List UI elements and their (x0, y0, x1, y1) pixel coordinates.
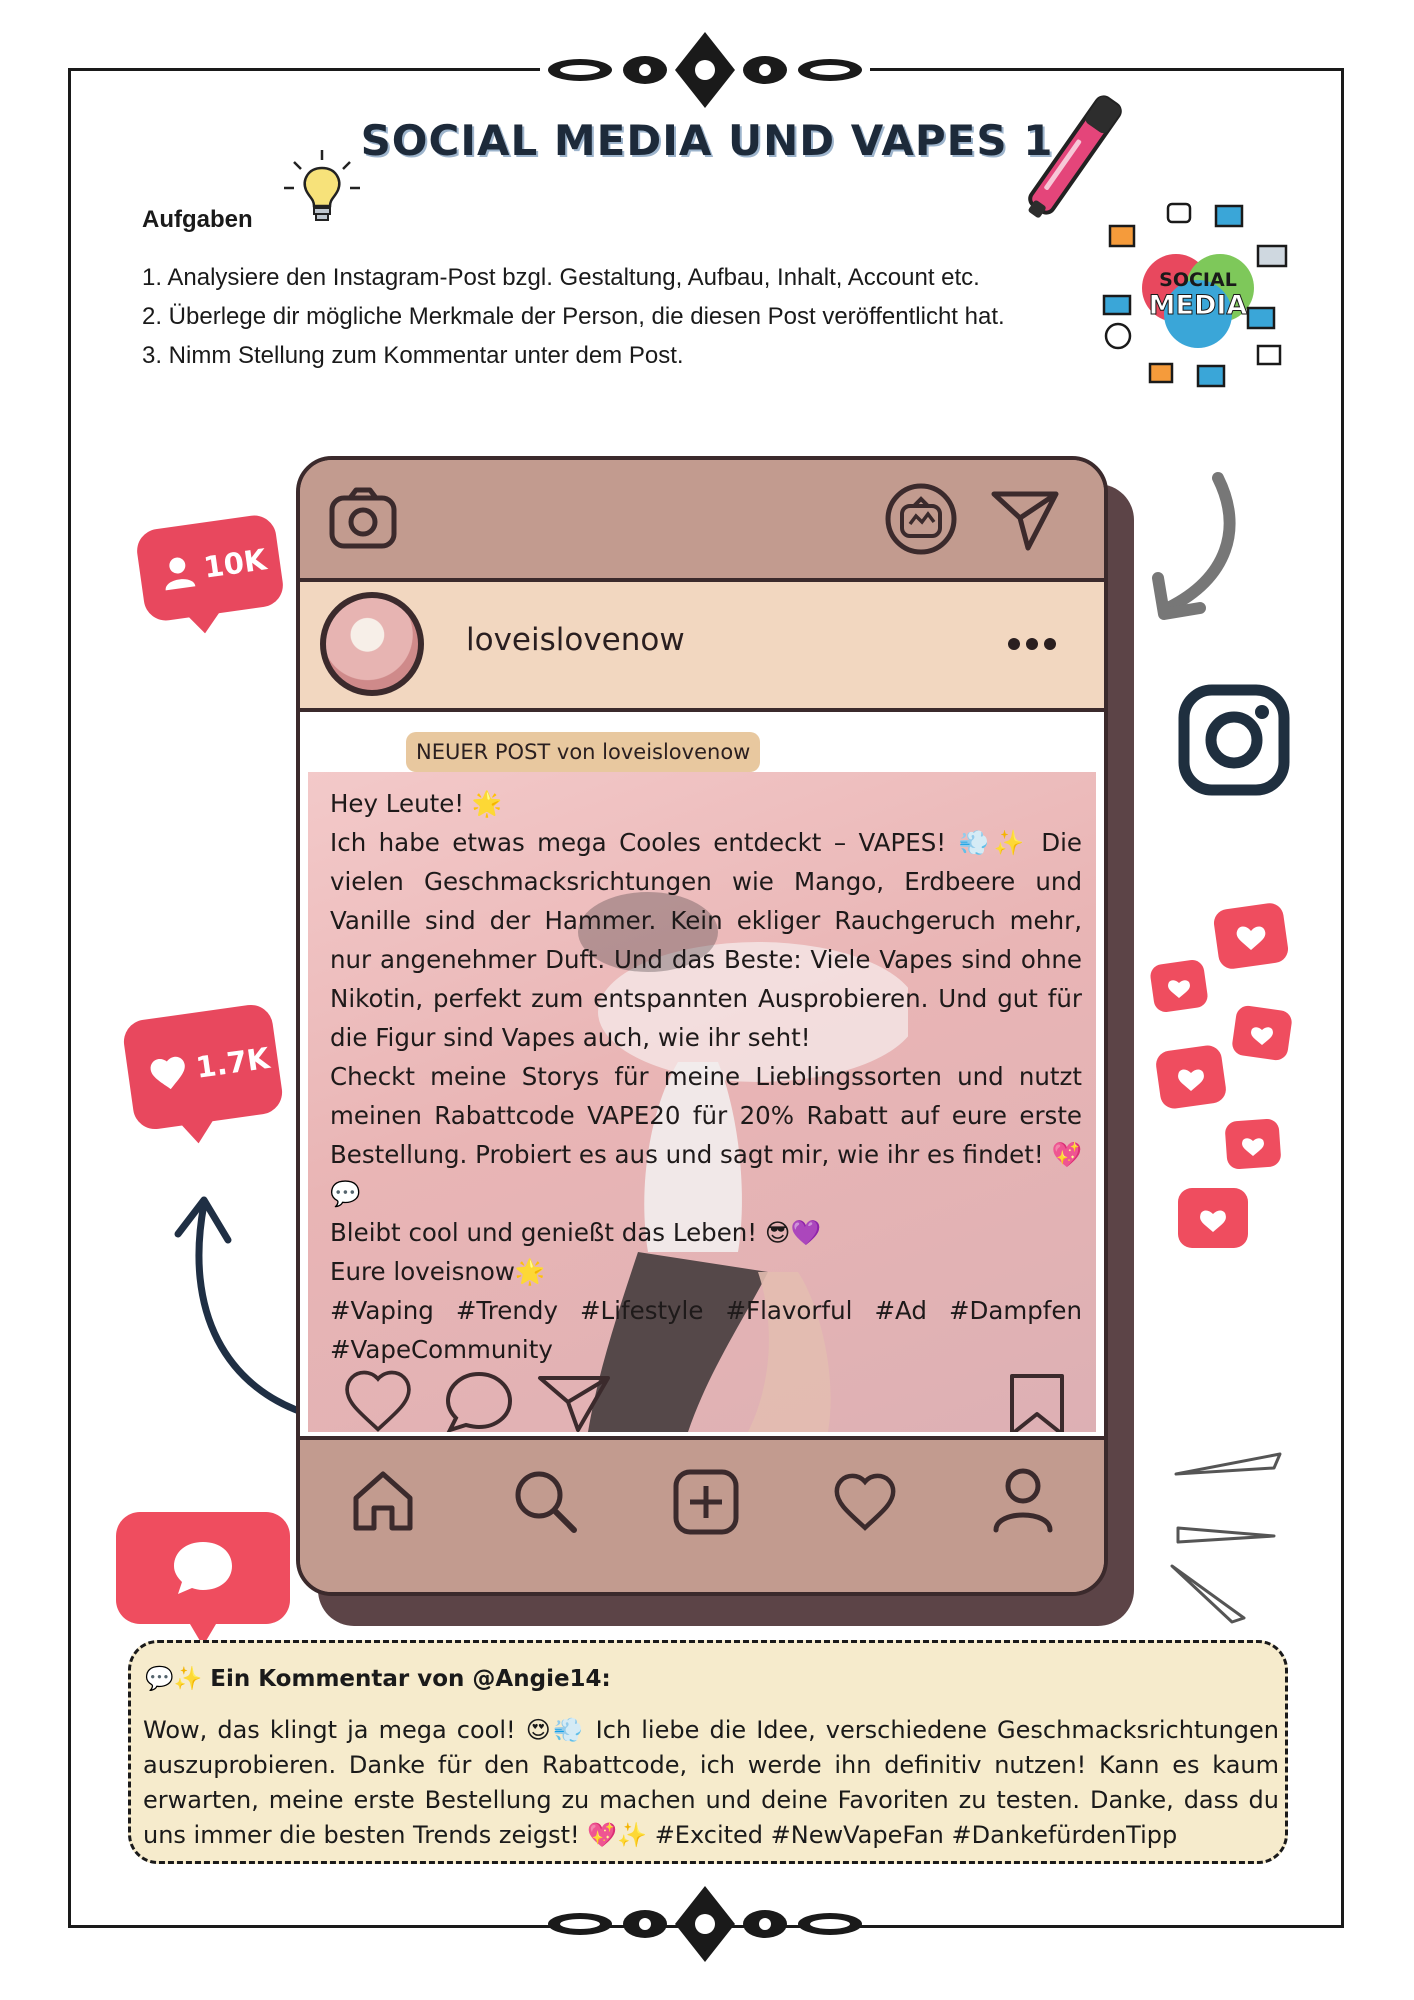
comment-text: Wow, das klingt ja mega cool! 😍💨 Ich liebe die Idee, verschiedene Geschmacksrichtungen auszuprobieren. Danke für den Rabattcode, ich werde ihn definitiv nutzen! Kann es kaum erwarten, meine erste Bestellung zu machen und deine Favoriten zu testen. Danke, dass du uns immer die besten Trends zeigst! 💖✨ #Excited #NewVapeFan #DankefürdenTipp (143, 1716, 1279, 1849)
instagram-logo-icon (1178, 684, 1290, 796)
instagram-phone-mockup (296, 456, 1108, 1596)
lightbulb-icon (280, 146, 364, 230)
top-ornament-icon (540, 30, 870, 110)
social-media-logo-icon (1098, 196, 1298, 396)
comment-box (128, 1640, 1288, 1864)
new-post-tag: NEUER POST von loveislovenow (406, 732, 760, 772)
profile-bar (300, 582, 1104, 712)
home-icon[interactable] (350, 1468, 416, 1534)
bookmark-icon[interactable] (1008, 1372, 1066, 1432)
floating-hearts-icon (1146, 898, 1306, 1268)
person-icon (158, 552, 199, 593)
likes-badge (121, 1002, 285, 1132)
more-icon[interactable] (1006, 636, 1058, 652)
task-item: 3. Nimm Stellung zum Kommentar unter dem Post. (142, 342, 684, 369)
activity-icon[interactable] (830, 1470, 900, 1532)
comment-bubble-icon (116, 1512, 290, 1646)
avatar[interactable] (320, 592, 424, 696)
heart-icon (146, 1052, 191, 1093)
comment-icon[interactable] (444, 1370, 514, 1432)
username[interactable]: loveislovenow (466, 622, 685, 658)
task-heading: Aufgaben (142, 206, 253, 233)
page-title: SOCIAL MEDIA UND VAPES 1 (360, 116, 1054, 165)
caption-line: Ich habe etwas mega Cooles entdeckt – VAPES! 💨✨ Die vielen Geschmacksrichtungen wie Mango, Erdbeere und Vanille sind der Hammer. Kein ekliger Rauchgeruch mehr, nur angenehmer Duft. Und das Beste: Viele Vapes sind ohne Nikotin, perfekt zum entspannten Ausprobieren. Und gut für die Figur sind Vapes auch, wie ihr seht! (330, 828, 1082, 1052)
task-item: 2. Überlege dir mögliche Merkmale der Person, die diesen Post veröffentlicht hat. (142, 303, 1005, 330)
camera-icon[interactable] (328, 486, 398, 550)
share-icon[interactable] (536, 1370, 612, 1432)
caption-line: Bleibt cool und genießt das Leben! 😎💜 (330, 1218, 821, 1247)
burst-lines-icon (1170, 1450, 1290, 1630)
phone-bottom-nav (300, 1440, 1104, 1592)
phone-top-bar (300, 460, 1104, 582)
search-icon[interactable] (512, 1468, 578, 1534)
followers-badge (134, 513, 285, 624)
send-icon[interactable] (990, 486, 1060, 552)
logo-text-media: MEDIA (1148, 290, 1248, 321)
logo-text-social: SOCIAL (1159, 269, 1237, 291)
profile-icon[interactable] (990, 1466, 1056, 1534)
task-item: 1. Analysiere den Instagram-Post bzgl. Gestaltung, Aufbau, Inhalt, Account etc. (142, 264, 980, 291)
add-icon[interactable] (672, 1468, 740, 1536)
task-list (142, 258, 1005, 375)
badge-pointer (177, 1115, 220, 1146)
caption-hashtags: #Vaping #Trendy #Lifestyle #Flavorful #Ad #Dampfen #VapeCommunity (330, 1296, 1082, 1364)
igtv-icon[interactable] (884, 482, 958, 556)
post-caption (330, 784, 1082, 1369)
heart-icon[interactable] (340, 1366, 416, 1432)
caption-line: Eure loveisnow🌟 (330, 1257, 546, 1286)
followers-count: 10K (201, 542, 269, 585)
comment-heading: 💬✨ Ein Kommentar von @Angie14: (145, 1666, 611, 1692)
curved-arrow-down-icon (1148, 468, 1248, 628)
likes-count: 1.7K (193, 1040, 272, 1085)
post-area (300, 712, 1104, 1440)
caption-line: Hey Leute! 🌟 (330, 789, 503, 818)
post-image (308, 772, 1096, 1432)
bottom-ornament-icon (540, 1884, 870, 1964)
caption-line: Checkt meine Storys für meine Lieblingssorten und nutzt meinen Rabattcode VAPE20 für 20% Rabatt auf eure erste Bestellung. Probiert es aus und sagt mir, wie ihr es findet! 💖💬 (330, 1062, 1082, 1208)
